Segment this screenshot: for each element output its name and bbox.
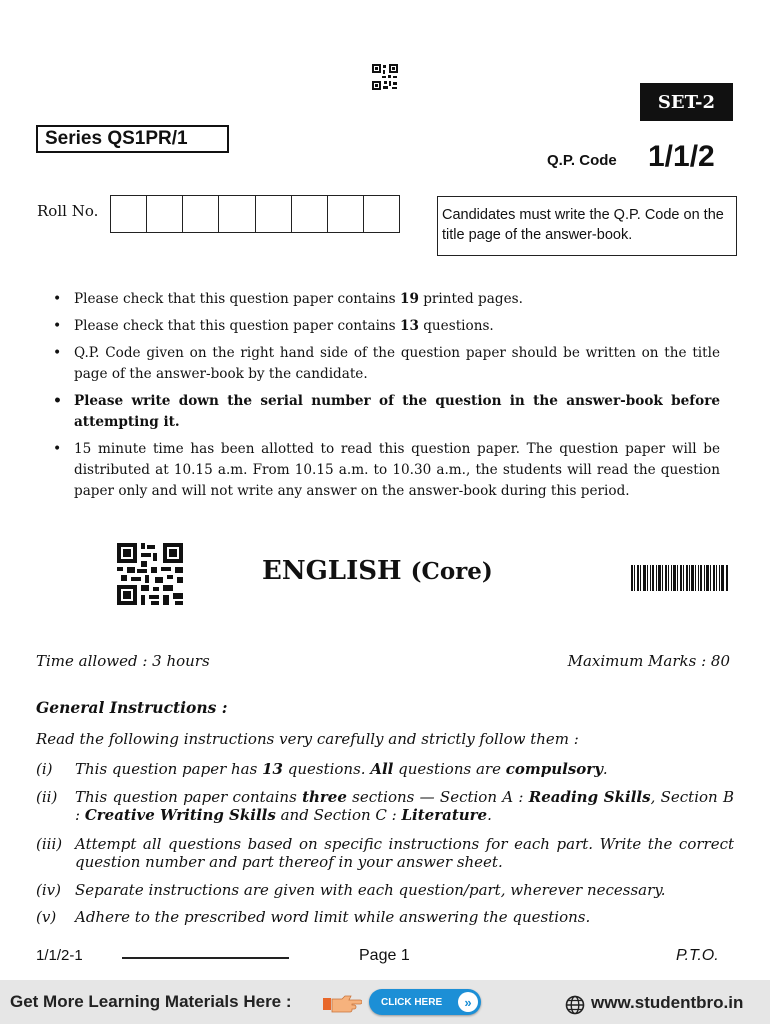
checklist-item: • Please check that this question paper contains 19 printed pages.: [50, 289, 720, 310]
set-badge: SET-2: [640, 83, 733, 121]
page-number: Page 1: [359, 947, 410, 964]
roll-number-cell[interactable]: [183, 196, 219, 232]
roll-number-cell[interactable]: [292, 196, 328, 232]
checklist-item: • Q.P. Code given on the right hand side of the question paper should be written on the title page of the answer-book by the candidate.: [50, 343, 720, 385]
footer-code: 1/1/2-1: [36, 947, 83, 964]
checklist-item: • Please write down the serial number of the question in the answer-book before attempting it.: [50, 391, 720, 433]
time-allowed: Time allowed : 3 hours: [36, 652, 210, 670]
instruction-item: (iii) Attempt all questions based on specific instructions for each part. Write the correct question number and part thereof in your answer sheet.: [36, 835, 734, 871]
general-instructions-heading: General Instructions :: [36, 698, 228, 717]
general-instructions-intro: Read the following instructions very carefully and strictly follow them :: [36, 730, 579, 748]
maximum-marks: Maximum Marks : 80: [567, 652, 730, 670]
website-link[interactable]: www.studentbro.in: [591, 993, 744, 1012]
series-label: Series QS1PR/1: [36, 125, 229, 153]
checklist: [50, 289, 720, 508]
qr-code-icon: [117, 543, 183, 605]
instruction-item: (ii) This question paper contains three sections — Section A : Reading Skills, Section B : Creative Writing Skills and Section C : Literature.: [36, 788, 734, 824]
roll-number-cell[interactable]: [147, 196, 183, 232]
qr-code-icon: [372, 64, 398, 90]
roll-number-cell[interactable]: [219, 196, 255, 232]
instruction-item: (i) This question paper has 13 questions. All questions are compulsory.: [36, 760, 608, 778]
roll-number-cell[interactable]: [328, 196, 364, 232]
pto-label: P.T.O.: [676, 947, 719, 964]
instruction-item: (iv) Separate instructions are given with each question/part, wherever necessary.: [36, 881, 666, 899]
click-here-button[interactable]: CLICK HERE »: [369, 989, 481, 1015]
pointing-hand-icon: [322, 993, 362, 1013]
subject-title: ENGLISH (Core): [262, 556, 493, 586]
candidate-note: Candidates must write the Q.P. Code on the title page of the answer-book.: [437, 196, 737, 256]
chevron-double-right-icon: »: [458, 992, 478, 1012]
roll-number-cell[interactable]: [364, 196, 399, 232]
footer-divider: [122, 957, 289, 959]
roll-number-label: Roll No.: [37, 202, 99, 220]
instruction-item: (v) Adhere to the prescribed word limit while answering the questions.: [36, 908, 591, 926]
checklist-item: • 15 minute time has been allotted to read this question paper. The question paper will be distributed at 10.15 a.m. From 10.15 a.m. to 10.30 a.m., the students will read the question paper only and will not write any answer on the answer-book during this period.: [50, 439, 720, 502]
banner-text: Get More Learning Materials Here :: [10, 992, 292, 1011]
globe-icon: [565, 995, 585, 1015]
roll-number-grid[interactable]: [110, 195, 400, 233]
qp-code-label: Q.P. Code: [547, 152, 617, 169]
qp-code-value: 1/1/2: [648, 140, 715, 173]
roll-number-cell[interactable]: [111, 196, 147, 232]
roll-number-cell[interactable]: [256, 196, 292, 232]
barcode-icon: [631, 565, 728, 591]
checklist-item: • Please check that this question paper contains 13 questions.: [50, 316, 720, 337]
